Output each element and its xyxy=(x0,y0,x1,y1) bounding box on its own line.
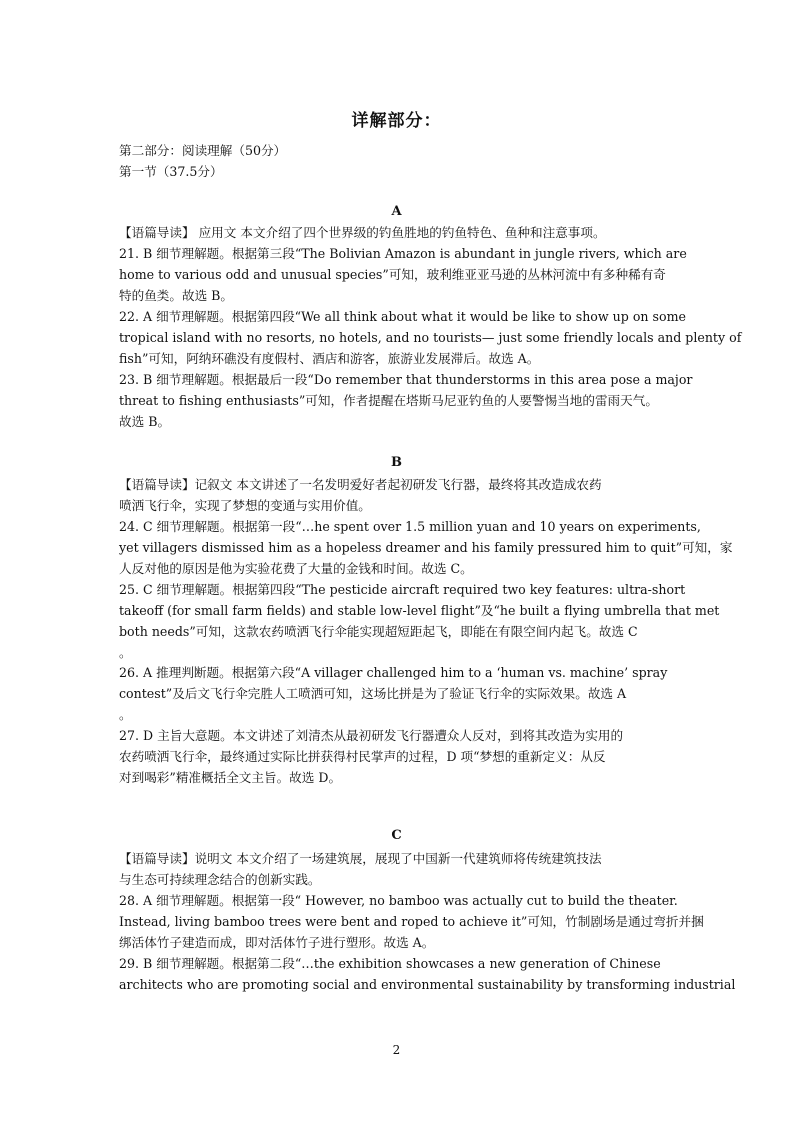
answer-21-line: 21. B 细节理解题。根据第三段“The Bolivian Amazon is abundant in jungle rivers, which are xyxy=(119,246,687,261)
passage-b-intro: 【语篇导读】记叙文 本文讲述了一名发明爱好者起初研发飞行器，最终将其改造成农药 xyxy=(119,477,602,492)
passage-c-label: C xyxy=(391,828,402,843)
passage-b-intro: 喷洒飞行伞，实现了梦想的变通与实用价值。 xyxy=(119,498,371,513)
answer-28-line: 绑活体竹子建造而成，即对活体竹子进行塑形。故选 A。 xyxy=(119,935,435,950)
passage-a-label: A xyxy=(391,204,402,219)
answer-21-line: home to various odd and unusual species”可知，玻利维亚亚马逊的丛林河流中有多种稀有奇 xyxy=(119,267,666,282)
answer-24-line: 人反对他的原因是他为实验花费了大量的金钱和时间。故选 C。 xyxy=(119,561,473,576)
answer-23-line: threat to fishing enthusiasts”可知，作者提醒在塔斯马尼亚钓鱼的人要警惕当地的雷雨天气。 xyxy=(119,393,658,408)
answer-26-line: 26. A 推理判断题。根据第六段“A villager challenged him to a ‘human vs. machine’ spray xyxy=(119,665,668,680)
answer-25-line: takeoff (for small farm fields) and stable low-level flight”及“he built a flying umbrella that met xyxy=(119,603,720,618)
part-heading: 第二部分：阅读理解（50分） xyxy=(119,143,287,158)
answer-28-line: Instead, living bamboo trees were bent and roped to achieve it”可知，竹制剧场是通过弯折并捆 xyxy=(119,914,704,929)
answer-22-line: tropical island with no resorts, no hotels, and no tourists— just some friendly locals and plenty of xyxy=(119,330,742,345)
answer-26-line: 。 xyxy=(119,707,132,722)
answer-27-line: 对到喝彩”精准概括全文主旨。故选 D。 xyxy=(119,770,342,785)
passage-c-intro: 与生态可持续理念结合的创新实践。 xyxy=(119,872,321,887)
answer-24-line: 24. C 细节理解题。根据第一段“…he spent over 1.5 million yuan and 10 years on experiments, xyxy=(119,519,701,534)
passage-b-label: B xyxy=(391,455,402,470)
answer-22-line: 22. A 细节理解题。根据第四段“We all think about what it would be like to show up on some xyxy=(119,309,686,324)
answer-23-line: 故选 B。 xyxy=(119,414,171,429)
answer-27-line: 农药喷洒飞行伞，最终通过实际比拼获得村民掌声的过程，D 项“梦想的重新定义：从反 xyxy=(119,749,606,764)
answer-25-line: both needs”可知，这款农药喷洒飞行伞能实现超短距起飞，即能在有限空间内起飞。故选 C xyxy=(119,624,638,639)
answer-28-line: 28. A 细节理解题。根据第一段“ However, no bamboo was actually cut to build the theater. xyxy=(119,893,678,908)
answer-23-line: 23. B 细节理解题。根据最后一段“Do remember that thunderstorms in this area pose a major xyxy=(119,372,693,387)
answer-25-line: 25. C 细节理解题。根据第四段“The pesticide aircraft required two key features: ultra-short xyxy=(119,582,686,597)
answer-29-line: 29. B 细节理解题。根据第二段“…the exhibition showcases a new generation of Chinese xyxy=(119,956,661,971)
answer-22-line: fish”可知，阿纳环礁没有度假村、酒店和游客，旅游业发展滞后。故选 A。 xyxy=(119,351,540,366)
section-heading: 第一节（37.5分） xyxy=(119,164,223,179)
page-number: 2 xyxy=(392,1043,401,1057)
answer-21-line: 特的鱼类。故选 B。 xyxy=(119,288,234,303)
answer-27-line: 27. D 主旨大意题。本文讲述了刘清杰从最初研发飞行器遭众人反对，到将其改造为实用的 xyxy=(119,728,624,743)
page-title: 详解部分： xyxy=(351,111,442,131)
passage-a-intro: 【语篇导读】 应用文 本文介绍了四个世界级的钓鱼胜地的钓鱼特色、鱼种和注意事项。 xyxy=(119,225,606,240)
answer-24-line: yet villagers dismissed him as a hopeless dreamer and his family pressured him to quit”可知，家 xyxy=(119,540,733,555)
answer-26-line: contest”及后文飞行伞完胜人工喷洒可知，这场比拼是为了验证飞行伞的实际效果。故选 A xyxy=(119,686,627,701)
answer-29-line: architects who are promoting social and environmental sustainability by transforming industrial xyxy=(119,977,736,992)
answer-25-line: 。 xyxy=(119,645,132,660)
passage-c-intro: 【语篇导读】说明文 本文介绍了一场建筑展，展现了中国新一代建筑师将传统建筑技法 xyxy=(119,851,602,866)
